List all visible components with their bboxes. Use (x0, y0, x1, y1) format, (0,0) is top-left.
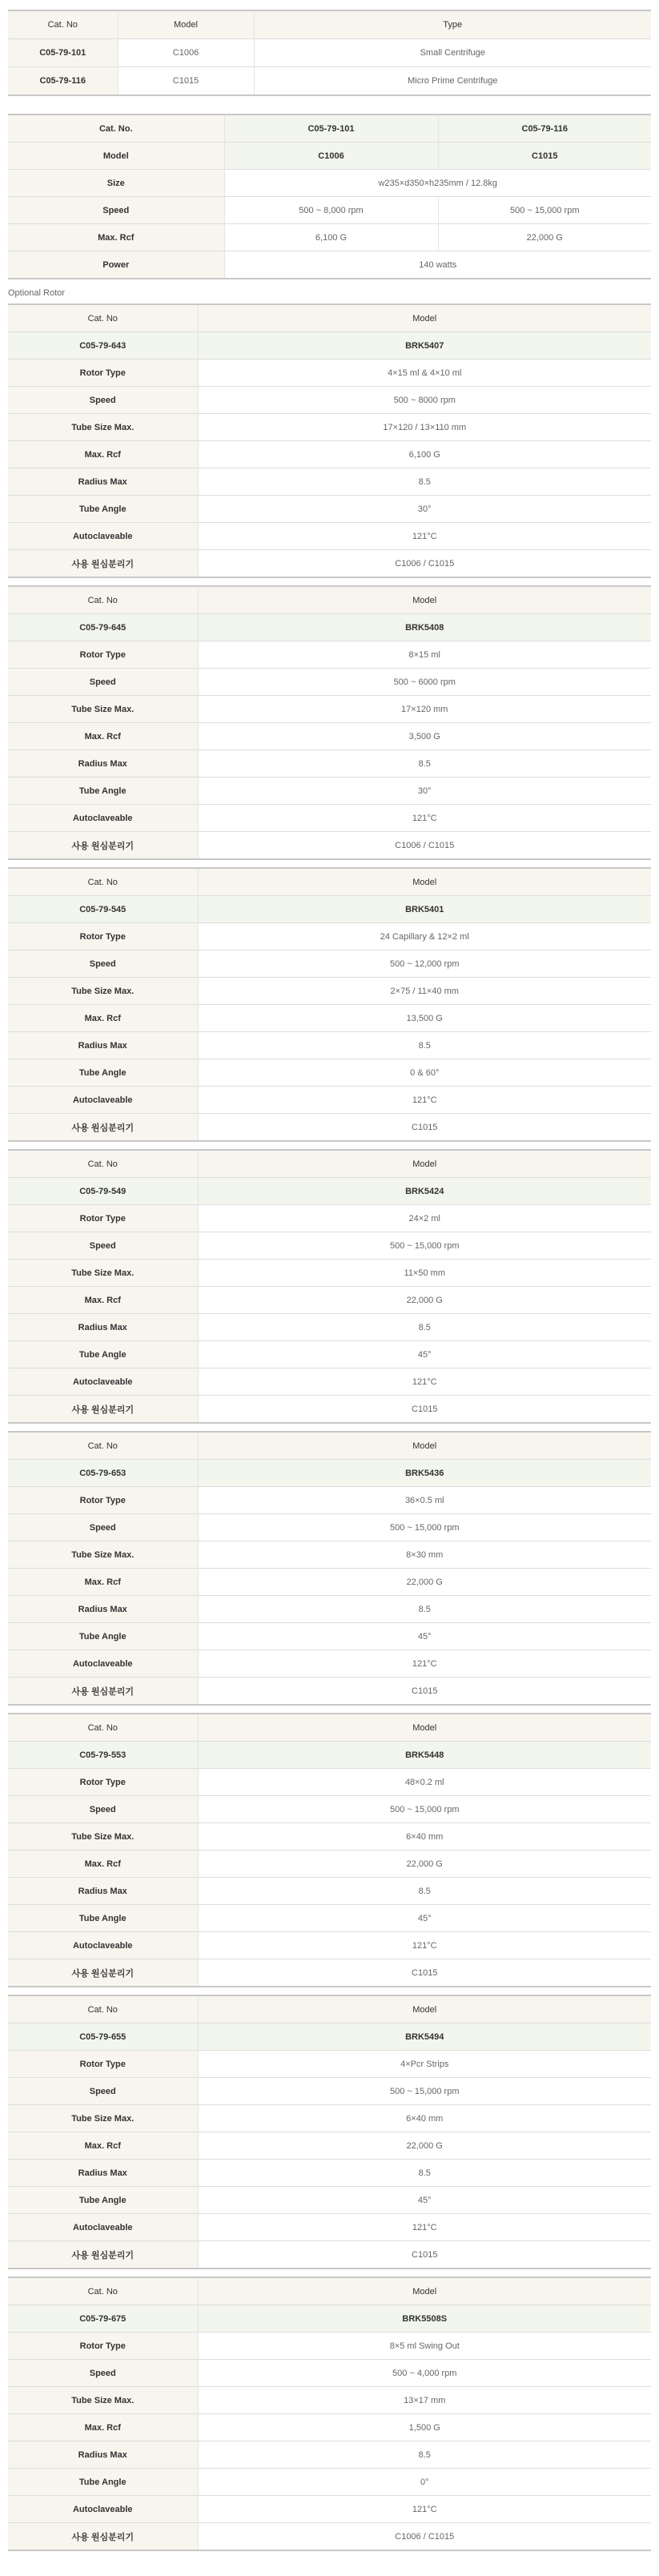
rotor-value: Model (198, 1714, 651, 1742)
rotor-value: C1006 / C1015 (198, 832, 651, 860)
rotor-row-radius (8, 2441, 651, 2469)
rotor-value: 24×2 ml (198, 1205, 651, 1232)
rotor-label: Autoclaveable (8, 805, 198, 832)
rotor-id-row (8, 332, 651, 360)
rotor-label: Autoclaveable (8, 523, 198, 550)
centrifuge-spec-table (8, 114, 651, 279)
rotor-table (8, 1431, 651, 1706)
rotor-label: Cat. No (8, 586, 198, 614)
rotor-id-row (8, 896, 651, 923)
rotor-label: Rotor Type (8, 2333, 198, 2360)
rotor-id-row (8, 2023, 651, 2051)
rotor-label: Autoclaveable (8, 2496, 198, 2523)
rotor-value: 8×30 mm (198, 1541, 651, 1569)
spec-row-cat (8, 115, 651, 143)
rotor-spacer (8, 860, 651, 867)
rotor-row-speed (8, 1514, 651, 1541)
rotor-value: C1006 / C1015 (198, 550, 651, 578)
rotor-label: Autoclaveable (8, 1368, 198, 1396)
spec-row-model (8, 143, 651, 170)
rotor-value: 8.5 (198, 2441, 651, 2469)
rotor-label: Max. Rcf (8, 1287, 198, 1314)
rotor-row-speed (8, 1232, 651, 1260)
rotor-label: Tube Size Max. (8, 696, 198, 723)
rotor-label: Rotor Type (8, 923, 198, 950)
rotor-label: Speed (8, 950, 198, 978)
rotor-label: Tube Angle (8, 778, 198, 805)
rotor-label: Speed (8, 1796, 198, 1823)
rotor-label: C05-79-549 (8, 1178, 198, 1205)
rotor-row-speed (8, 1796, 651, 1823)
rotor-row-rotor-type (8, 641, 651, 669)
rotor-label: Max. Rcf (8, 723, 198, 750)
rotor-label: 사용 원심분리기 (8, 1114, 198, 1142)
rotor-list (8, 299, 651, 2551)
rotor-value: 8.5 (198, 1032, 651, 1059)
rotor-row-autoclave (8, 523, 651, 550)
rotor-row-rotor-type (8, 923, 651, 950)
rotor-value: 17×120 / 13×110 mm (198, 414, 651, 441)
rotor-row-tube-size (8, 1823, 651, 1851)
rotor-label: Autoclaveable (8, 1932, 198, 1959)
rotor-label: Tube Size Max. (8, 978, 198, 1005)
rotor-value: 36×0.5 ml (198, 1487, 651, 1514)
rotor-value: 30° (198, 778, 651, 805)
rotor-label: Speed (8, 1232, 198, 1260)
product-summary-table (8, 10, 651, 96)
rotor-value: 500 ~ 15,000 rpm (198, 1232, 651, 1260)
rotor-label: C05-79-643 (8, 332, 198, 360)
rotor-label: Max. Rcf (8, 1005, 198, 1032)
rotor-label: Tube Size Max. (8, 1823, 198, 1851)
rotor-label: C05-79-653 (8, 1460, 198, 1487)
rotor-row-rcf (8, 1569, 651, 1596)
rotor-row-rcf (8, 2132, 651, 2160)
rotor-value: Model (198, 868, 651, 896)
rotor-row-radius (8, 468, 651, 496)
optional-rotor-heading: Optional Rotor (8, 288, 65, 298)
spec-label: Cat. No. (8, 115, 224, 143)
spec-label: Max. Rcf (8, 224, 224, 251)
rotor-label: Tube Angle (8, 1905, 198, 1932)
rotor-value: 45° (198, 1623, 651, 1650)
spec-value: C05-79-116 (438, 115, 651, 143)
rotor-row-rcf (8, 1005, 651, 1032)
rotor-value: BRK5408 (198, 614, 651, 641)
rotor-value: C1015 (198, 1959, 651, 1987)
summary-type: Micro Prime Centrifuge (254, 67, 651, 96)
rotor-label: Cat. No (8, 1432, 198, 1460)
rotor-row-autoclave (8, 2214, 651, 2241)
rotor-value: 6×40 mm (198, 1823, 651, 1851)
spec-value: 22,000 G (438, 224, 651, 251)
rotor-row-tube-size (8, 2105, 651, 2132)
rotor-value: C1006 / C1015 (198, 2523, 651, 2551)
summary-cat-no: C05-79-116 (8, 67, 118, 96)
spec-label: Speed (8, 197, 224, 224)
rotor-table (8, 1149, 651, 1424)
rotor-value: 22,000 G (198, 1287, 651, 1314)
rotor-label: Max. Rcf (8, 1569, 198, 1596)
rotor-value: 45° (198, 2187, 651, 2214)
rotor-label: Max. Rcf (8, 1851, 198, 1878)
rotor-row-radius (8, 2160, 651, 2187)
rotor-label: Radius Max (8, 750, 198, 778)
rotor-spacer (8, 1987, 651, 1995)
rotor-value: Model (198, 2277, 651, 2305)
summary-header-model: Model (118, 10, 254, 39)
summary-row (8, 39, 651, 67)
rotor-row-radius (8, 1314, 651, 1341)
rotor-value: 500 ~ 6000 rpm (198, 669, 651, 696)
rotor-label: Speed (8, 2078, 198, 2105)
rotor-row-use (8, 1959, 651, 1987)
rotor-value: C1015 (198, 1396, 651, 1424)
rotor-value: Model (198, 586, 651, 614)
rotor-value: 6×40 mm (198, 2105, 651, 2132)
rotor-row-angle (8, 778, 651, 805)
rotor-row-autoclave (8, 1087, 651, 1114)
rotor-value: 8.5 (198, 1878, 651, 1905)
rotor-row-rotor-type (8, 1205, 651, 1232)
rotor-spacer (8, 1142, 651, 1149)
rotor-value: 500 ~ 15,000 rpm (198, 1514, 651, 1541)
rotor-row-radius (8, 1032, 651, 1059)
rotor-spacer (8, 1424, 651, 1431)
rotor-label: Tube Size Max. (8, 414, 198, 441)
rotor-label: Tube Angle (8, 2187, 198, 2214)
rotor-table (8, 303, 651, 578)
rotor-label: Cat. No (8, 1995, 198, 2023)
rotor-spacer (8, 578, 651, 585)
rotor-row-speed (8, 2078, 651, 2105)
rotor-value: BRK5436 (198, 1460, 651, 1487)
rotor-value: 8.5 (198, 468, 651, 496)
rotor-label: Radius Max (8, 468, 198, 496)
rotor-value: 121°C (198, 2214, 651, 2241)
rotor-label: Tube Angle (8, 1341, 198, 1368)
rotor-label: Tube Angle (8, 1623, 198, 1650)
rotor-id-row (8, 2305, 651, 2333)
spec-row-speed (8, 197, 651, 224)
rotor-label: Speed (8, 2360, 198, 2387)
rotor-label: C05-79-553 (8, 1742, 198, 1769)
rotor-value: BRK5407 (198, 332, 651, 360)
rotor-row-use (8, 832, 651, 860)
rotor-label: Cat. No (8, 2277, 198, 2305)
rotor-value: C1015 (198, 2241, 651, 2269)
spec-value: w235×d350×h235mm / 12.8kg (224, 170, 651, 197)
rotor-value: Model (198, 1150, 651, 1178)
rotor-row-speed (8, 2360, 651, 2387)
rotor-value: 121°C (198, 1650, 651, 1678)
summary-header-type: Type (254, 10, 651, 39)
rotor-value: 1,500 G (198, 2414, 651, 2441)
rotor-label: 사용 원심분리기 (8, 550, 198, 578)
rotor-label: Autoclaveable (8, 1650, 198, 1678)
rotor-row-tube-size (8, 2387, 651, 2414)
rotor-row-use (8, 550, 651, 578)
rotor-value: 3,500 G (198, 723, 651, 750)
rotor-value: BRK5424 (198, 1178, 651, 1205)
rotor-value: 500 ~ 8000 rpm (198, 387, 651, 414)
rotor-label: Rotor Type (8, 2051, 198, 2078)
rotor-label: Speed (8, 1514, 198, 1541)
rotor-table (8, 1995, 651, 2269)
rotor-label: Cat. No (8, 868, 198, 896)
rotor-value: 8.5 (198, 1314, 651, 1341)
rotor-label: Rotor Type (8, 360, 198, 387)
rotor-label: Cat. No (8, 304, 198, 332)
rotor-value: Model (198, 304, 651, 332)
rotor-row-tube-size (8, 414, 651, 441)
rotor-row-rotor-type (8, 2333, 651, 2360)
rotor-value: Model (198, 1432, 651, 1460)
rotor-label: 사용 원심분리기 (8, 2523, 198, 2551)
rotor-row-rcf (8, 441, 651, 468)
rotor-row-angle (8, 496, 651, 523)
rotor-value: 500 ~ 15,000 rpm (198, 2078, 651, 2105)
rotor-label: 사용 원심분리기 (8, 1959, 198, 1987)
rotor-label: C05-79-545 (8, 896, 198, 923)
rotor-label: Tube Angle (8, 1059, 198, 1087)
summary-model: C1006 (118, 39, 254, 67)
rotor-id-row (8, 1178, 651, 1205)
rotor-label: 사용 원심분리기 (8, 1396, 198, 1424)
rotor-row-angle (8, 1905, 651, 1932)
rotor-value: 0 & 60° (198, 1059, 651, 1087)
rotor-label: Tube Size Max. (8, 1541, 198, 1569)
rotor-id-row (8, 1742, 651, 1769)
rotor-label: Tube Angle (8, 496, 198, 523)
rotor-value: 30° (198, 496, 651, 523)
summary-model: C1015 (118, 67, 254, 96)
product-spec-page (8, 10, 651, 2551)
rotor-label: Rotor Type (8, 1487, 198, 1514)
rotor-table (8, 2277, 651, 2551)
rotor-row-angle (8, 1341, 651, 1368)
rotor-row-use (8, 1678, 651, 1706)
rotor-label: C05-79-645 (8, 614, 198, 641)
summary-row (8, 67, 651, 96)
rotor-value: BRK5448 (198, 1742, 651, 1769)
rotor-row-radius (8, 750, 651, 778)
rotor-value: 500 ~ 15,000 rpm (198, 1796, 651, 1823)
rotor-row-tube-size (8, 696, 651, 723)
rotor-value: 4×Pcr Strips (198, 2051, 651, 2078)
rotor-row-autoclave (8, 1368, 651, 1396)
rotor-label: 사용 원심분리기 (8, 832, 198, 860)
rotor-value: 22,000 G (198, 2132, 651, 2160)
spec-row-rcf (8, 224, 651, 251)
rotor-value: 13,500 G (198, 1005, 651, 1032)
rotor-row-autoclave (8, 2496, 651, 2523)
rotor-row-use (8, 2241, 651, 2269)
rotor-value: C1015 (198, 1678, 651, 1706)
rotor-value: 48×0.2 ml (198, 1769, 651, 1796)
rotor-label: Speed (8, 387, 198, 414)
summary-header-row (8, 10, 651, 39)
spec-label: Power (8, 251, 224, 279)
rotor-value: 22,000 G (198, 1851, 651, 1878)
rotor-row-rotor-type (8, 1769, 651, 1796)
rotor-label: 사용 원심분리기 (8, 2241, 198, 2269)
rotor-row-rcf (8, 723, 651, 750)
rotor-value: 500 ~ 12,000 rpm (198, 950, 651, 978)
rotor-label: Max. Rcf (8, 2132, 198, 2160)
rotor-value: 45° (198, 1905, 651, 1932)
rotor-label: Radius Max (8, 1314, 198, 1341)
rotor-label: Max. Rcf (8, 441, 198, 468)
rotor-row-autoclave (8, 1650, 651, 1678)
rotor-row-rcf (8, 1287, 651, 1314)
rotor-spacer (8, 1706, 651, 1713)
rotor-header-row (8, 1432, 651, 1460)
rotor-value: 121°C (198, 805, 651, 832)
rotor-row-tube-size (8, 1541, 651, 1569)
rotor-label: Max. Rcf (8, 2414, 198, 2441)
rotor-row-autoclave (8, 1932, 651, 1959)
rotor-value: 8×15 ml (198, 641, 651, 669)
spec-value: C1006 (224, 143, 438, 170)
rotor-value: BRK5401 (198, 896, 651, 923)
rotor-label: Radius Max (8, 2160, 198, 2187)
rotor-row-speed (8, 669, 651, 696)
spec-value: 6,100 G (224, 224, 438, 251)
rotor-row-angle (8, 2469, 651, 2496)
spec-value: 500 ~ 8,000 rpm (224, 197, 438, 224)
rotor-value: 8×5 ml Swing Out (198, 2333, 651, 2360)
rotor-value: Model (198, 1995, 651, 2023)
rotor-label: Cat. No (8, 1714, 198, 1742)
rotor-value: 0° (198, 2469, 651, 2496)
rotor-label: Tube Size Max. (8, 2387, 198, 2414)
rotor-label: Autoclaveable (8, 1087, 198, 1114)
rotor-value: 121°C (198, 1368, 651, 1396)
rotor-header-row (8, 1714, 651, 1742)
rotor-value: 121°C (198, 2496, 651, 2523)
rotor-value: 121°C (198, 1087, 651, 1114)
rotor-value: 8.5 (198, 750, 651, 778)
rotor-label: Tube Angle (8, 2469, 198, 2496)
rotor-label: Autoclaveable (8, 2214, 198, 2241)
rotor-header-row (8, 586, 651, 614)
rotor-value: 121°C (198, 1932, 651, 1959)
rotor-label: 사용 원심분리기 (8, 1678, 198, 1706)
rotor-row-use (8, 2523, 651, 2551)
rotor-row-speed (8, 950, 651, 978)
rotor-row-speed (8, 387, 651, 414)
rotor-id-row (8, 1460, 651, 1487)
rotor-label: Radius Max (8, 1032, 198, 1059)
spec-row-size (8, 170, 651, 197)
rotor-label: Tube Size Max. (8, 1260, 198, 1287)
summary-type: Small Centrifuge (254, 39, 651, 67)
rotor-row-rcf (8, 1851, 651, 1878)
rotor-label: Radius Max (8, 2441, 198, 2469)
rotor-table (8, 1713, 651, 1987)
rotor-label: Rotor Type (8, 641, 198, 669)
rotor-value: BRK5508S (198, 2305, 651, 2333)
spec-value: 140 watts (224, 251, 651, 279)
rotor-header-row (8, 2277, 651, 2305)
rotor-value: 500 ~ 4,000 rpm (198, 2360, 651, 2387)
rotor-label: Tube Size Max. (8, 2105, 198, 2132)
rotor-value: 24 Capillary & 12×2 ml (198, 923, 651, 950)
rotor-value: 17×120 mm (198, 696, 651, 723)
rotor-spacer (8, 2269, 651, 2277)
rotor-label: C05-79-655 (8, 2023, 198, 2051)
rotor-row-rotor-type (8, 2051, 651, 2078)
rotor-row-tube-size (8, 978, 651, 1005)
rotor-value: BRK5494 (198, 2023, 651, 2051)
rotor-value: 8.5 (198, 1596, 651, 1623)
rotor-value: 22,000 G (198, 1569, 651, 1596)
rotor-row-angle (8, 1059, 651, 1087)
rotor-header-row (8, 1995, 651, 2023)
rotor-row-autoclave (8, 805, 651, 832)
rotor-value: 13×17 mm (198, 2387, 651, 2414)
rotor-value: 121°C (198, 523, 651, 550)
rotor-value: 11×50 mm (198, 1260, 651, 1287)
rotor-label: Radius Max (8, 1596, 198, 1623)
rotor-row-angle (8, 1623, 651, 1650)
spec-value: 500 ~ 15,000 rpm (438, 197, 651, 224)
rotor-row-use (8, 1396, 651, 1424)
rotor-label: Radius Max (8, 1878, 198, 1905)
rotor-value: 4×15 ml & 4×10 ml (198, 360, 651, 387)
rotor-label: C05-79-675 (8, 2305, 198, 2333)
rotor-table (8, 585, 651, 860)
rotor-label: Rotor Type (8, 1205, 198, 1232)
rotor-label: Speed (8, 669, 198, 696)
rotor-row-use (8, 1114, 651, 1142)
rotor-value: 8.5 (198, 2160, 651, 2187)
rotor-header-row (8, 868, 651, 896)
spec-value: C05-79-101 (224, 115, 438, 143)
rotor-row-radius (8, 1878, 651, 1905)
rotor-header-row (8, 1150, 651, 1178)
rotor-id-row (8, 614, 651, 641)
rotor-row-radius (8, 1596, 651, 1623)
rotor-table (8, 867, 651, 1142)
rotor-value: 6,100 G (198, 441, 651, 468)
rotor-value: 45° (198, 1341, 651, 1368)
spec-label: Size (8, 170, 224, 197)
summary-cat-no: C05-79-101 (8, 39, 118, 67)
summary-header-cat: Cat. No (8, 10, 118, 39)
rotor-header-row (8, 304, 651, 332)
rotor-row-tube-size (8, 1260, 651, 1287)
rotor-value: C1015 (198, 1114, 651, 1142)
rotor-row-rotor-type (8, 1487, 651, 1514)
rotor-row-rcf (8, 2414, 651, 2441)
spec-label: Model (8, 143, 224, 170)
spec-value: C1015 (438, 143, 651, 170)
rotor-value: 2×75 / 11×40 mm (198, 978, 651, 1005)
rotor-label: Cat. No (8, 1150, 198, 1178)
spec-row-power (8, 251, 651, 279)
rotor-row-rotor-type (8, 360, 651, 387)
rotor-row-angle (8, 2187, 651, 2214)
rotor-label: Rotor Type (8, 1769, 198, 1796)
